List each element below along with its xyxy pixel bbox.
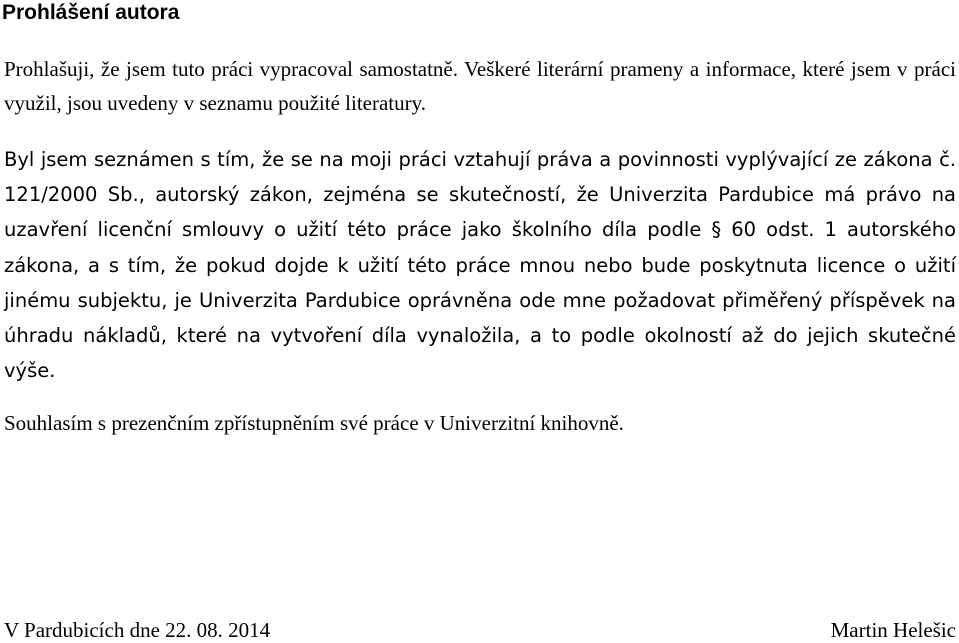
place-and-date: V Pardubicích dne 22. 08. 2014: [4, 618, 271, 642]
declaration-paragraph-independent-work: Prohlašuji, že jsem tuto práci vypracoval samostatně. Veškeré literární prameny a informace, které jsem v práci využil, jsou uvedeny v seznamu použité literatury.: [4, 57, 956, 116]
author-name: Martin Helešic: [830, 618, 956, 642]
copyright-text-part-2: , autorský zákon, zejména se skutečností, že Univerzita Pardubice má právo na uzavření licenční smlouvy o užití této práce jako školního díla podle § 60 odst. 1 autorského zákona, a s tím, že pokud dojde k užití této práce mnou nebo bude poskytnuta licence o užití jinému subjektu, je Univerzita Pardubice oprávněna ode mne požadovat přiměřený příspěvek na úhradu nákladů, které na vytvoření díla vynaložila, a to podle okolností až do jejich skutečné výše.: [4, 183, 957, 383]
page-title: Prohlášení autora: [2, 1, 180, 24]
signature-footer: [4, 617, 956, 643]
copyright-text-part-1: Byl jsem seznámen s tím, že se na moji práci vztahují práva a povinnosti vyplývající ze zákona č. 121/2000 Sb.: [4, 148, 956, 207]
declaration-paragraph-library-consent: Souhlasím s prezenčním zpřístupněním své práce v Univerzitní knihovně.: [4, 411, 624, 435]
declaration-paragraph-copyright: [4, 142, 956, 388]
